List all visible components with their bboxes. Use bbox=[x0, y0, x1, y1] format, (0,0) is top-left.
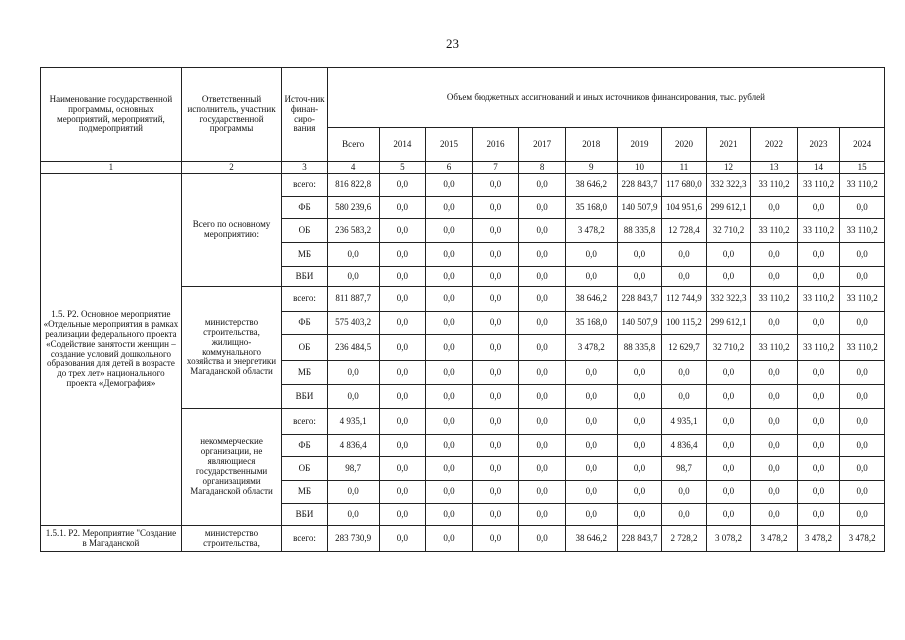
value-cell: 0,0 bbox=[472, 335, 519, 361]
value-cell: 0,0 bbox=[472, 267, 519, 287]
value-cell: 0,0 bbox=[426, 385, 473, 409]
value-cell: 0,0 bbox=[519, 385, 566, 409]
group-name-ministry: министерство строительства, жилищно-коммунального хозяйства и энергетики Магаданской области bbox=[181, 287, 281, 409]
value-cell: 0,0 bbox=[379, 287, 426, 312]
value-cell: 0,0 bbox=[706, 267, 751, 287]
total-value-cell: 98,7 bbox=[327, 457, 379, 481]
value-cell: 0,0 bbox=[565, 267, 617, 287]
value-cell: 33 110,2 bbox=[751, 219, 798, 243]
value-cell: 0,0 bbox=[426, 526, 473, 552]
value-cell: 0,0 bbox=[797, 243, 839, 267]
value-cell: 0,0 bbox=[797, 385, 839, 409]
value-cell: 0,0 bbox=[519, 335, 566, 361]
value-cell: 0,0 bbox=[519, 197, 566, 219]
column-number: 2 bbox=[181, 162, 281, 174]
value-cell: 33 110,2 bbox=[840, 219, 885, 243]
value-cell: 0,0 bbox=[519, 435, 566, 457]
value-cell: 0,0 bbox=[662, 385, 707, 409]
value-cell: 0,0 bbox=[519, 243, 566, 267]
value-cell: 0,0 bbox=[472, 435, 519, 457]
value-cell: 0,0 bbox=[426, 504, 473, 526]
value-cell: 0,0 bbox=[751, 504, 798, 526]
value-cell: 112 744,9 bbox=[662, 287, 707, 312]
value-cell: 0,0 bbox=[797, 197, 839, 219]
value-cell: 4 836,4 bbox=[662, 435, 707, 457]
value-cell: 33 110,2 bbox=[797, 287, 839, 312]
value-cell: 0,0 bbox=[426, 174, 473, 197]
column-number: 8 bbox=[519, 162, 566, 174]
column-number: 15 bbox=[840, 162, 885, 174]
value-cell: 38 646,2 bbox=[565, 526, 617, 552]
value-cell: 332 322,3 bbox=[706, 174, 751, 197]
value-cell: 0,0 bbox=[426, 481, 473, 504]
header-year: 2023 bbox=[797, 128, 839, 162]
value-cell: 0,0 bbox=[519, 361, 566, 385]
value-cell: 0,0 bbox=[751, 409, 798, 435]
value-cell: 0,0 bbox=[426, 197, 473, 219]
value-cell: 0,0 bbox=[379, 197, 426, 219]
header-year: 2020 bbox=[662, 128, 707, 162]
column-number: 3 bbox=[282, 162, 328, 174]
budget-table bbox=[40, 67, 885, 552]
value-cell: 0,0 bbox=[751, 481, 798, 504]
value-cell: 33 110,2 bbox=[751, 287, 798, 312]
value-cell: 299 612,1 bbox=[706, 197, 751, 219]
value-cell: 35 168,0 bbox=[565, 312, 617, 335]
value-cell: 0,0 bbox=[797, 435, 839, 457]
value-cell: 0,0 bbox=[519, 504, 566, 526]
value-cell: 0,0 bbox=[519, 219, 566, 243]
value-cell: 0,0 bbox=[379, 504, 426, 526]
value-cell: 0,0 bbox=[565, 361, 617, 385]
header-year: 2018 bbox=[565, 128, 617, 162]
value-cell: 299 612,1 bbox=[706, 312, 751, 335]
value-cell: 0,0 bbox=[706, 481, 751, 504]
value-cell: 33 110,2 bbox=[840, 174, 885, 197]
value-cell: 0,0 bbox=[840, 312, 885, 335]
value-cell: 0,0 bbox=[379, 457, 426, 481]
value-cell: 32 710,2 bbox=[706, 219, 751, 243]
source-cell: ФБ bbox=[282, 197, 328, 219]
value-cell: 2 728,2 bbox=[662, 526, 707, 552]
total-value-cell: 236 484,5 bbox=[327, 335, 379, 361]
group-name-total: Всего по основному мероприятию: bbox=[181, 174, 281, 287]
source-cell: МБ bbox=[282, 243, 328, 267]
header-funding-source: Источ-ник финан-сиро-вания bbox=[282, 68, 328, 162]
value-cell: 0,0 bbox=[379, 174, 426, 197]
value-cell: 0,0 bbox=[840, 243, 885, 267]
column-number: 9 bbox=[565, 162, 617, 174]
value-cell: 0,0 bbox=[472, 312, 519, 335]
column-number-row bbox=[41, 162, 885, 174]
value-cell: 0,0 bbox=[840, 361, 885, 385]
value-cell: 0,0 bbox=[565, 504, 617, 526]
header-executor: Ответственный исполнитель, участник государственной программы bbox=[181, 68, 281, 162]
value-cell: 0,0 bbox=[379, 219, 426, 243]
value-cell: 0,0 bbox=[472, 361, 519, 385]
value-cell: 228 843,7 bbox=[617, 174, 662, 197]
value-cell: 117 680,0 bbox=[662, 174, 707, 197]
value-cell: 104 951,6 bbox=[662, 197, 707, 219]
value-cell: 0,0 bbox=[662, 243, 707, 267]
value-cell: 0,0 bbox=[426, 335, 473, 361]
value-cell: 0,0 bbox=[565, 435, 617, 457]
table-row bbox=[41, 174, 885, 197]
value-cell: 332 322,3 bbox=[706, 287, 751, 312]
column-number: 12 bbox=[706, 162, 751, 174]
value-cell: 0,0 bbox=[379, 243, 426, 267]
header-year: 2024 bbox=[840, 128, 885, 162]
source-cell: ОБ bbox=[282, 335, 328, 361]
column-number: 10 bbox=[617, 162, 662, 174]
column-number: 1 bbox=[41, 162, 182, 174]
value-cell: 0,0 bbox=[840, 197, 885, 219]
value-cell: 0,0 bbox=[519, 481, 566, 504]
total-value-cell: 0,0 bbox=[327, 385, 379, 409]
value-cell: 12 629,7 bbox=[662, 335, 707, 361]
value-cell: 0,0 bbox=[472, 243, 519, 267]
value-cell: 0,0 bbox=[797, 457, 839, 481]
value-cell: 0,0 bbox=[426, 361, 473, 385]
value-cell: 0,0 bbox=[519, 457, 566, 481]
value-cell: 0,0 bbox=[426, 457, 473, 481]
value-cell: 0,0 bbox=[840, 267, 885, 287]
value-cell: 3 478,2 bbox=[565, 335, 617, 361]
value-cell: 0,0 bbox=[706, 361, 751, 385]
column-number: 14 bbox=[797, 162, 839, 174]
value-cell: 0,0 bbox=[472, 197, 519, 219]
value-cell: 0,0 bbox=[840, 409, 885, 435]
column-number: 5 bbox=[379, 162, 426, 174]
sub-measure-name: 1.5.1. Р2. Мероприятие "Создание в Магаданской bbox=[41, 526, 182, 552]
value-cell: 0,0 bbox=[617, 435, 662, 457]
source-cell: ФБ bbox=[282, 435, 328, 457]
value-cell: 0,0 bbox=[797, 361, 839, 385]
value-cell: 0,0 bbox=[662, 267, 707, 287]
header-year: 2015 bbox=[426, 128, 473, 162]
value-cell: 33 110,2 bbox=[751, 335, 798, 361]
value-cell: 0,0 bbox=[426, 219, 473, 243]
value-cell: 228 843,7 bbox=[617, 526, 662, 552]
value-cell: 0,0 bbox=[519, 287, 566, 312]
value-cell: 0,0 bbox=[426, 287, 473, 312]
value-cell: 38 646,2 bbox=[565, 287, 617, 312]
value-cell: 228 843,7 bbox=[617, 287, 662, 312]
value-cell: 0,0 bbox=[379, 267, 426, 287]
value-cell: 3 078,2 bbox=[706, 526, 751, 552]
value-cell: 0,0 bbox=[472, 504, 519, 526]
value-cell: 0,0 bbox=[751, 385, 798, 409]
value-cell: 0,0 bbox=[426, 312, 473, 335]
value-cell: 0,0 bbox=[840, 504, 885, 526]
value-cell: 0,0 bbox=[565, 409, 617, 435]
value-cell: 0,0 bbox=[379, 435, 426, 457]
value-cell: 88 335,8 bbox=[617, 335, 662, 361]
value-cell: 0,0 bbox=[472, 481, 519, 504]
value-cell: 0,0 bbox=[565, 481, 617, 504]
total-value-cell: 580 239,6 bbox=[327, 197, 379, 219]
value-cell: 0,0 bbox=[751, 312, 798, 335]
total-value-cell: 0,0 bbox=[327, 267, 379, 287]
value-cell: 0,0 bbox=[472, 219, 519, 243]
value-cell: 3 478,2 bbox=[565, 219, 617, 243]
value-cell: 0,0 bbox=[472, 287, 519, 312]
value-cell: 0,0 bbox=[617, 361, 662, 385]
value-cell: 0,0 bbox=[519, 174, 566, 197]
value-cell: 0,0 bbox=[662, 504, 707, 526]
value-cell: 0,0 bbox=[617, 457, 662, 481]
value-cell: 0,0 bbox=[751, 435, 798, 457]
total-value-cell: 0,0 bbox=[327, 243, 379, 267]
value-cell: 0,0 bbox=[797, 312, 839, 335]
value-cell: 140 507,9 bbox=[617, 197, 662, 219]
total-value-cell: 4 935,1 bbox=[327, 409, 379, 435]
value-cell: 98,7 bbox=[662, 457, 707, 481]
total-value-cell: 0,0 bbox=[327, 504, 379, 526]
value-cell: 12 728,4 bbox=[662, 219, 707, 243]
column-number: 6 bbox=[426, 162, 473, 174]
source-cell: ВБИ bbox=[282, 504, 328, 526]
value-cell: 0,0 bbox=[706, 457, 751, 481]
column-number: 13 bbox=[751, 162, 798, 174]
value-cell: 4 935,1 bbox=[662, 409, 707, 435]
value-cell: 0,0 bbox=[706, 385, 751, 409]
value-cell: 0,0 bbox=[472, 174, 519, 197]
table-row bbox=[41, 526, 885, 552]
value-cell: 0,0 bbox=[706, 504, 751, 526]
value-cell: 0,0 bbox=[519, 526, 566, 552]
value-cell: 0,0 bbox=[426, 243, 473, 267]
header-year: 2017 bbox=[519, 128, 566, 162]
column-number: 11 bbox=[662, 162, 707, 174]
total-value-cell: 4 836,4 bbox=[327, 435, 379, 457]
source-cell: всего: bbox=[282, 287, 328, 312]
header-total: Всего bbox=[327, 128, 379, 162]
header-year: 2014 bbox=[379, 128, 426, 162]
value-cell: 0,0 bbox=[426, 409, 473, 435]
value-cell: 0,0 bbox=[706, 243, 751, 267]
value-cell: 0,0 bbox=[472, 409, 519, 435]
main-measure-name: 1.5. Р2. Основное мероприятие «Отдельные мероприятия в рамках реализации федерального проекта «Содействие занятости женщин – создание условий дошкольного образования для детей в возрасте до трех лет» национального проекта «Демография» bbox=[41, 174, 182, 526]
value-cell: 0,0 bbox=[840, 385, 885, 409]
sub-measure-executor: министерство строительства, bbox=[181, 526, 281, 552]
column-number: 7 bbox=[472, 162, 519, 174]
value-cell: 0,0 bbox=[617, 243, 662, 267]
page-number: 23 bbox=[446, 36, 459, 51]
value-cell: 0,0 bbox=[751, 267, 798, 287]
header-year: 2019 bbox=[617, 128, 662, 162]
header-program-name: Наименование государственной программы, основных мероприятий, мероприятий, подмероприятий bbox=[41, 68, 182, 162]
value-cell: 33 110,2 bbox=[797, 174, 839, 197]
value-cell: 0,0 bbox=[379, 385, 426, 409]
value-cell: 0,0 bbox=[617, 481, 662, 504]
value-cell: 0,0 bbox=[706, 409, 751, 435]
value-cell: 0,0 bbox=[797, 409, 839, 435]
value-cell: 0,0 bbox=[426, 267, 473, 287]
header-year: 2016 bbox=[472, 128, 519, 162]
value-cell: 0,0 bbox=[472, 385, 519, 409]
value-cell: 0,0 bbox=[472, 526, 519, 552]
source-cell: ВБИ bbox=[282, 385, 328, 409]
total-value-cell: 283 730,9 bbox=[327, 526, 379, 552]
header-year: 2021 bbox=[706, 128, 751, 162]
value-cell: 0,0 bbox=[617, 409, 662, 435]
value-cell: 3 478,2 bbox=[797, 526, 839, 552]
value-cell: 0,0 bbox=[519, 409, 566, 435]
value-cell: 0,0 bbox=[617, 385, 662, 409]
value-cell: 0,0 bbox=[565, 457, 617, 481]
value-cell: 0,0 bbox=[840, 481, 885, 504]
value-cell: 35 168,0 bbox=[565, 197, 617, 219]
source-cell: всего: bbox=[282, 526, 328, 552]
total-value-cell: 0,0 bbox=[327, 361, 379, 385]
value-cell: 33 110,2 bbox=[840, 287, 885, 312]
value-cell: 0,0 bbox=[797, 504, 839, 526]
value-cell: 0,0 bbox=[379, 526, 426, 552]
column-number: 4 bbox=[327, 162, 379, 174]
value-cell: 0,0 bbox=[751, 197, 798, 219]
value-cell: 3 478,2 bbox=[751, 526, 798, 552]
value-cell: 0,0 bbox=[662, 481, 707, 504]
value-cell: 38 646,2 bbox=[565, 174, 617, 197]
total-value-cell: 236 583,2 bbox=[327, 219, 379, 243]
value-cell: 0,0 bbox=[565, 385, 617, 409]
value-cell: 0,0 bbox=[379, 481, 426, 504]
value-cell: 0,0 bbox=[472, 457, 519, 481]
value-cell: 0,0 bbox=[706, 435, 751, 457]
value-cell: 0,0 bbox=[751, 457, 798, 481]
value-cell: 32 710,2 bbox=[706, 335, 751, 361]
source-cell: ВБИ bbox=[282, 267, 328, 287]
value-cell: 33 110,2 bbox=[751, 174, 798, 197]
value-cell: 0,0 bbox=[379, 312, 426, 335]
value-cell: 0,0 bbox=[751, 243, 798, 267]
value-cell: 100 115,2 bbox=[662, 312, 707, 335]
value-cell: 0,0 bbox=[379, 335, 426, 361]
value-cell: 0,0 bbox=[379, 361, 426, 385]
value-cell: 33 110,2 bbox=[840, 335, 885, 361]
value-cell: 816 822,8 bbox=[327, 174, 379, 197]
value-cell: 33 110,2 bbox=[797, 219, 839, 243]
header-budget-group: Объем бюджетных ассигнований и иных источников финансирования, тыс. рублей bbox=[327, 68, 884, 128]
value-cell: 0,0 bbox=[426, 435, 473, 457]
value-cell: 88 335,8 bbox=[617, 219, 662, 243]
value-cell: 0,0 bbox=[617, 267, 662, 287]
value-cell: 0,0 bbox=[519, 267, 566, 287]
header-year: 2022 bbox=[751, 128, 798, 162]
value-cell: 0,0 bbox=[840, 435, 885, 457]
source-cell: ОБ bbox=[282, 219, 328, 243]
group-name-nonprofit: некоммерческие организации, не являющиеся государственными организациями Магаданской области bbox=[181, 409, 281, 526]
source-cell: МБ bbox=[282, 481, 328, 504]
value-cell: 0,0 bbox=[751, 361, 798, 385]
value-cell: 0,0 bbox=[565, 243, 617, 267]
source-cell: ФБ bbox=[282, 312, 328, 335]
value-cell: 33 110,2 bbox=[797, 335, 839, 361]
value-cell: 0,0 bbox=[519, 312, 566, 335]
source-cell: МБ bbox=[282, 361, 328, 385]
source-cell: ОБ bbox=[282, 457, 328, 481]
source-cell: всего: bbox=[282, 174, 328, 197]
source-cell: всего: bbox=[282, 409, 328, 435]
value-cell: 0,0 bbox=[662, 361, 707, 385]
value-cell: 0,0 bbox=[840, 457, 885, 481]
value-cell: 0,0 bbox=[617, 504, 662, 526]
value-cell: 140 507,9 bbox=[617, 312, 662, 335]
value-cell: 0,0 bbox=[797, 267, 839, 287]
total-value-cell: 575 403,2 bbox=[327, 312, 379, 335]
value-cell: 0,0 bbox=[379, 409, 426, 435]
value-cell: 3 478,2 bbox=[840, 526, 885, 552]
total-value-cell: 811 887,7 bbox=[327, 287, 379, 312]
value-cell: 0,0 bbox=[797, 481, 839, 504]
total-value-cell: 0,0 bbox=[327, 481, 379, 504]
